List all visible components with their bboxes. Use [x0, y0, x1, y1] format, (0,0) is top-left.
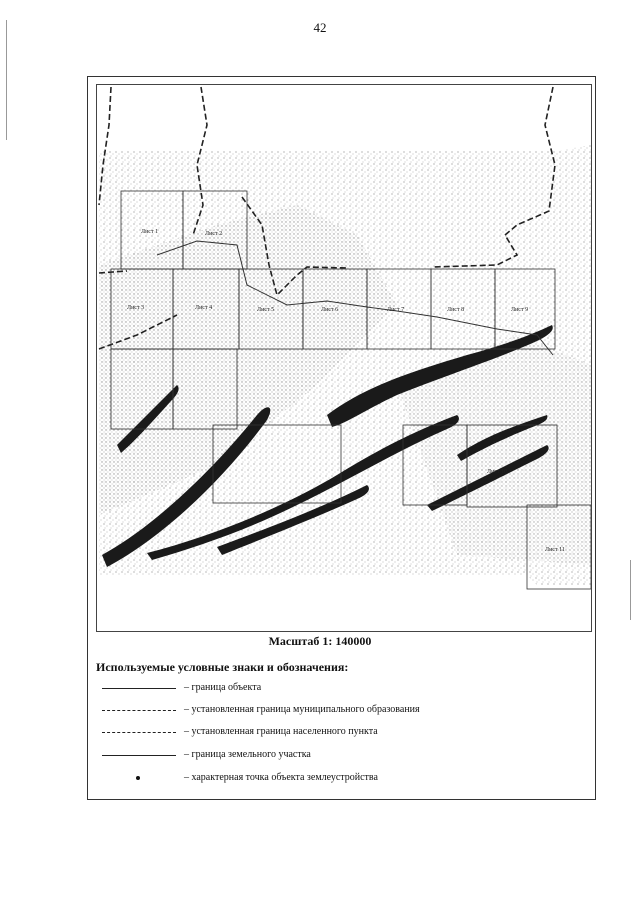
- scan-edge-mark: [6, 20, 7, 140]
- sheet-label: Лист 10: [487, 469, 508, 475]
- scale-label: Масштаб 1: 140000: [268, 634, 372, 648]
- topographic-map: [97, 85, 591, 631]
- sheet-label: Лист 2: [205, 231, 223, 237]
- sheet-label: Лист 4: [195, 305, 213, 311]
- legend-item: [96, 704, 566, 718]
- page-number: 42: [313, 20, 327, 35]
- legend-line-solid: [102, 688, 176, 689]
- sheet-label: Лист 11: [545, 547, 565, 553]
- sheet-label: Лист 6: [321, 307, 339, 313]
- sheet-label: Лист 3: [127, 305, 145, 311]
- legend-item: [96, 682, 566, 696]
- map-figure: [96, 84, 592, 632]
- legend-item-text: – установленная граница населенного пункта: [184, 726, 378, 737]
- sheet-label: Лист 1: [141, 229, 159, 235]
- legend-point-icon: [136, 776, 140, 780]
- sheet-label: Лист 5: [257, 307, 275, 313]
- legend-line-solid-thick: [102, 755, 176, 756]
- sheet-label: Лист 7: [387, 307, 405, 313]
- legend-item-text: – установленная граница муниципального образования: [184, 704, 420, 715]
- legend-title: Используемые условные знаки и обозначения:: [96, 660, 349, 674]
- legend-item-text: – граница земельного участка: [184, 749, 311, 760]
- legend-item: [96, 749, 566, 763]
- legend-item-text: – характерная точка объекта землеустройства: [184, 772, 378, 783]
- scan-edge-mark: [630, 560, 631, 620]
- legend-item: [96, 772, 566, 786]
- sheet-label: Лист 9: [511, 307, 529, 313]
- legend-item: [96, 726, 566, 740]
- legend-line-dashed: [102, 732, 176, 733]
- sheet-label: Лист 8: [447, 307, 465, 313]
- legend-line-dash-dot: [102, 710, 176, 711]
- legend-item-text: – граница объекта: [184, 682, 262, 693]
